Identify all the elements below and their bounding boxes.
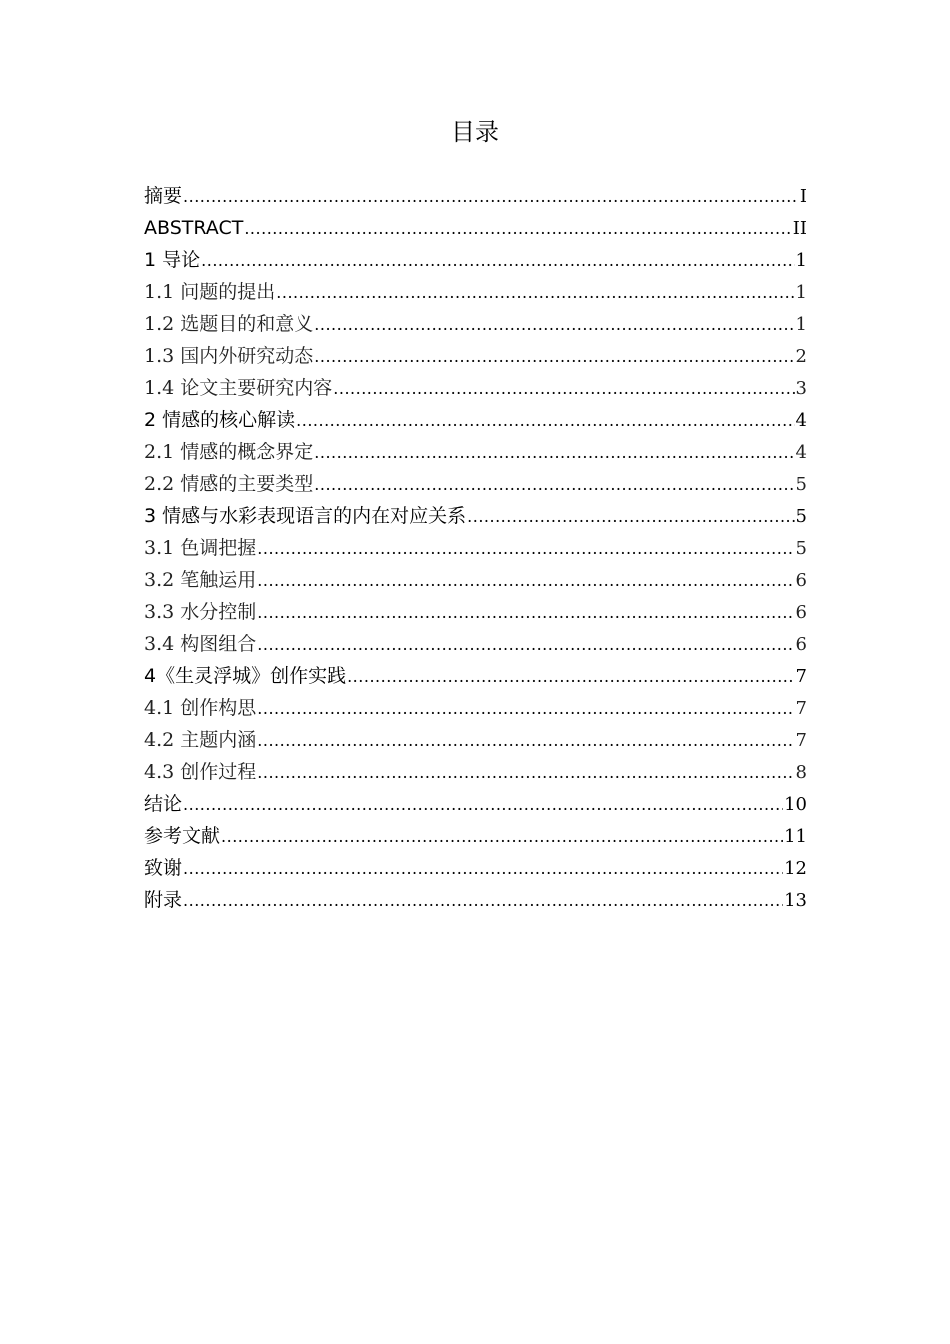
- toc-entry-label: 1.2 选题目的和意义: [144, 313, 314, 335]
- toc-entry-label: 3.3 水分控制: [144, 601, 257, 623]
- toc-entry-label: 3.4 构图组合: [144, 633, 257, 655]
- dot-leader: [257, 533, 794, 565]
- toc-entry-section-1-3[interactable]: [144, 340, 807, 372]
- toc-entry-page: 5: [795, 538, 807, 559]
- toc-entry-section-1-1[interactable]: [144, 276, 807, 308]
- dot-leader: [201, 245, 794, 277]
- toc-entry-page: 6: [795, 570, 807, 591]
- toc-entry-label: 2.1 情感的概念界定: [144, 441, 314, 463]
- toc-entry-page: 4: [795, 442, 807, 463]
- toc-entry-page: 2: [795, 346, 807, 367]
- toc-entry-page: 13: [784, 890, 807, 911]
- toc-entry-label: 1 导论: [144, 249, 201, 271]
- toc-entry-label: 1.4 论文主要研究内容: [144, 377, 333, 399]
- toc-entry-section-3-3[interactable]: [144, 596, 807, 628]
- dot-leader: [257, 597, 794, 629]
- toc-entry-page: 3: [795, 378, 807, 399]
- toc-entry-page: 5: [795, 474, 807, 495]
- toc-entry-references[interactable]: [144, 820, 807, 852]
- toc-entry-label: 4.3 创作过程: [144, 761, 257, 783]
- dot-leader: [257, 725, 794, 757]
- toc-entry-section-1-2[interactable]: [144, 308, 807, 340]
- dot-leader: [221, 821, 783, 853]
- dot-leader: [183, 885, 783, 917]
- dot-leader: [333, 373, 794, 405]
- toc-entry-appendix[interactable]: [144, 884, 807, 916]
- toc-entry-page: 1: [795, 250, 807, 271]
- toc-entry-label: 2.2 情感的主要类型: [144, 473, 314, 495]
- toc-entry-label: 致谢: [144, 857, 183, 879]
- toc-entry-page: 6: [795, 602, 807, 623]
- toc-entry-label: 2 情感的核心解读: [144, 409, 296, 431]
- toc-entry-page: 1: [795, 282, 807, 303]
- dot-leader: [296, 405, 794, 437]
- toc-entry-page: 8: [795, 762, 807, 783]
- dot-leader: [257, 565, 794, 597]
- dot-leader: [183, 853, 783, 885]
- dot-leader: [183, 181, 799, 213]
- toc-entry-page: 7: [795, 730, 807, 751]
- dot-leader: [467, 501, 794, 533]
- toc-entry-page: 6: [795, 634, 807, 655]
- toc-entry-section-4-1[interactable]: [144, 692, 807, 724]
- toc-entry-label: 3.2 笔触运用: [144, 569, 257, 591]
- dot-leader: [314, 469, 794, 501]
- toc-entry-page: 4: [795, 410, 807, 431]
- toc-entry-conclusion[interactable]: [144, 788, 807, 820]
- toc-entry-label: 4.1 创作构思: [144, 697, 257, 719]
- toc-entry-page: 5: [795, 506, 807, 527]
- toc-entry-section-3-1[interactable]: [144, 532, 807, 564]
- toc-entry-label: 结论: [144, 793, 183, 815]
- toc-entry-chapter-2[interactable]: [144, 404, 807, 436]
- toc-entry-section-2-2[interactable]: [144, 468, 807, 500]
- toc-entry-chapter-1[interactable]: [144, 244, 807, 276]
- toc-entry-section-3-2[interactable]: [144, 564, 807, 596]
- toc-entry-page: 7: [795, 698, 807, 719]
- toc-entry-label: 摘要: [144, 185, 183, 207]
- toc-entry-section-2-1[interactable]: [144, 436, 807, 468]
- toc-entry-abstract-en[interactable]: [144, 212, 807, 244]
- toc-entry-label: ABSTRACT: [144, 217, 244, 239]
- dot-leader: [257, 629, 794, 661]
- toc-entry-page: 12: [784, 858, 807, 879]
- toc-title: 目录: [451, 118, 499, 146]
- dot-leader: [314, 437, 794, 469]
- toc-entry-page: I: [799, 186, 807, 207]
- toc-entry-label: 参考文献: [144, 825, 221, 847]
- dot-leader: [257, 757, 794, 789]
- toc-entry-chapter-4[interactable]: [144, 660, 807, 692]
- toc-entry-acknowledgements[interactable]: [144, 852, 807, 884]
- dot-leader: [244, 213, 791, 245]
- toc-entry-label: 4《生灵浮城》创作实践: [144, 665, 347, 687]
- toc-entry-label: 1.3 国内外研究动态: [144, 345, 314, 367]
- toc-entry-page: 10: [784, 794, 807, 815]
- toc-entry-chapter-3[interactable]: [144, 500, 807, 532]
- dot-leader: [257, 693, 794, 725]
- dot-leader: [314, 309, 794, 341]
- toc-entry-page: II: [792, 218, 807, 239]
- toc-entry-label: 3 情感与水彩表现语言的内在对应关系: [144, 505, 467, 527]
- toc-entry-section-1-4[interactable]: [144, 372, 807, 404]
- toc-entry-label: 4.2 主题内涵: [144, 729, 257, 751]
- toc-entry-page: 1: [795, 314, 807, 335]
- toc-entry-label: 3.1 色调把握: [144, 537, 257, 559]
- toc-entry-section-4-3[interactable]: [144, 756, 807, 788]
- toc-entry-section-4-2[interactable]: [144, 724, 807, 756]
- toc-entry-label: 附录: [144, 889, 183, 911]
- toc-entry-page: 7: [795, 666, 807, 687]
- toc-entry-page: 11: [784, 826, 807, 847]
- toc-entry-section-3-4[interactable]: [144, 628, 807, 660]
- dot-leader: [347, 661, 794, 693]
- dot-leader: [183, 789, 783, 821]
- toc-list: [144, 180, 807, 916]
- dot-leader: [276, 277, 794, 309]
- dot-leader: [314, 341, 794, 373]
- toc-entry-label: 1.1 问题的提出: [144, 281, 276, 303]
- toc-entry-abstract-cn[interactable]: [144, 180, 807, 212]
